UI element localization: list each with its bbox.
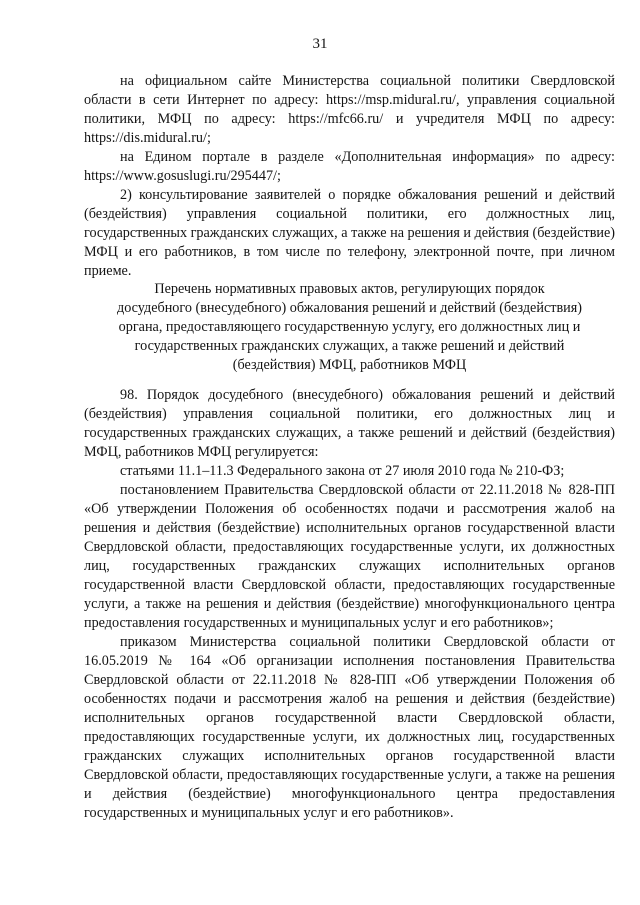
paragraph-government-resolution: постановлением Правительства Свердловской области от 22.11.2018 № 828-ПП «Об утверждении Положения об особенностях подачи и рассмотрения жалоб на решения и действия (бездействие) исполнительных органов государственной власти Свердловской области, предоставляющих государственные услуги, их должностных лиц, государственных гражданских служащих исполнительных органов государственной власти Свердловской области, предоставляющих государственные услуги, а также на решения и действия (бездействие) многофункционального центра предоставления государственных и муниципальных услуг и его работников»;	[84, 482, 615, 631]
paragraph-consulting-applicants: 2) консультирование заявителей о порядке обжалования решений и действий (бездействия) управления социальной политики, его должностных лиц, государственных гражданских служащих, а также на решения и действия (бездействие) МФЦ и его работников, в том числе по телефону, электронной почте, при личном приеме.	[84, 187, 616, 279]
paragraph-ministry-order: приказом Министерства социальной политики Свердловской области от 16.05.2019 № 164 «Об организации исполнения постановления Правительства Свердловской области от 22.11.2018 № 828-ПП «Об утверждении Положения об особенностях подачи и рассмотрения жалоб на решения и действия (бездействие) исполнительных органов государственной власти Свердловской области, предоставляющих государственные услуги, их должностных лиц, государственных гражданских служащих исполнительных органов государственной власти Свердловской области, предоставляющих государственные услуги, а также на решения и действия (бездействие) многофункционального центра предоставления государственных и муниципальных услуг и его работников».	[84, 634, 615, 821]
heading-line: государственных гражданских служащих, а также решений и действий	[134, 338, 565, 354]
page-number: 31	[312, 36, 328, 52]
paragraph-item-98: 98. Порядок досудебного (внесудебного) обжалования решений и действий (бездействия) управления социальной политики, его должностных лиц и государственных гражданских служащих, а также решений и действий (бездействия) МФЦ, работников МФЦ регулируется:	[84, 387, 615, 460]
paragraph-unified-portal: на Едином портале в разделе «Дополнительная информация» по адресу: https://www.gosuslugi.ru/295447/;	[84, 149, 615, 184]
paragraph-official-website: на официальном сайте Министерства социальной политики Свердловской области в сети Интернет по адресу: https://msp.midural.ru/, управления социальной политики, МФЦ по адресу: https://mfc66.ru/ и учредителя МФЦ по адресу: https://dis.midural.ru/;	[84, 73, 615, 146]
heading-line: досудебного (внесудебного) обжалования решений и действий (бездействия)	[117, 300, 582, 316]
section-heading	[84, 280, 615, 375]
heading-line: (бездействия) МФЦ, работников МФЦ	[232, 357, 467, 373]
heading-line: органа, предоставляющего государственную услугу, его должностных лиц и	[118, 319, 581, 335]
heading-line: Перечень нормативных правовых актов, регулирующих порядок	[154, 281, 545, 297]
paragraph-federal-law: статьями 11.1–11.3 Федерального закона от 27 июля 2010 года № 210-ФЗ;	[120, 463, 565, 479]
paragraph-block-top	[84, 72, 615, 281]
paragraph-block-bottom	[84, 386, 615, 823]
